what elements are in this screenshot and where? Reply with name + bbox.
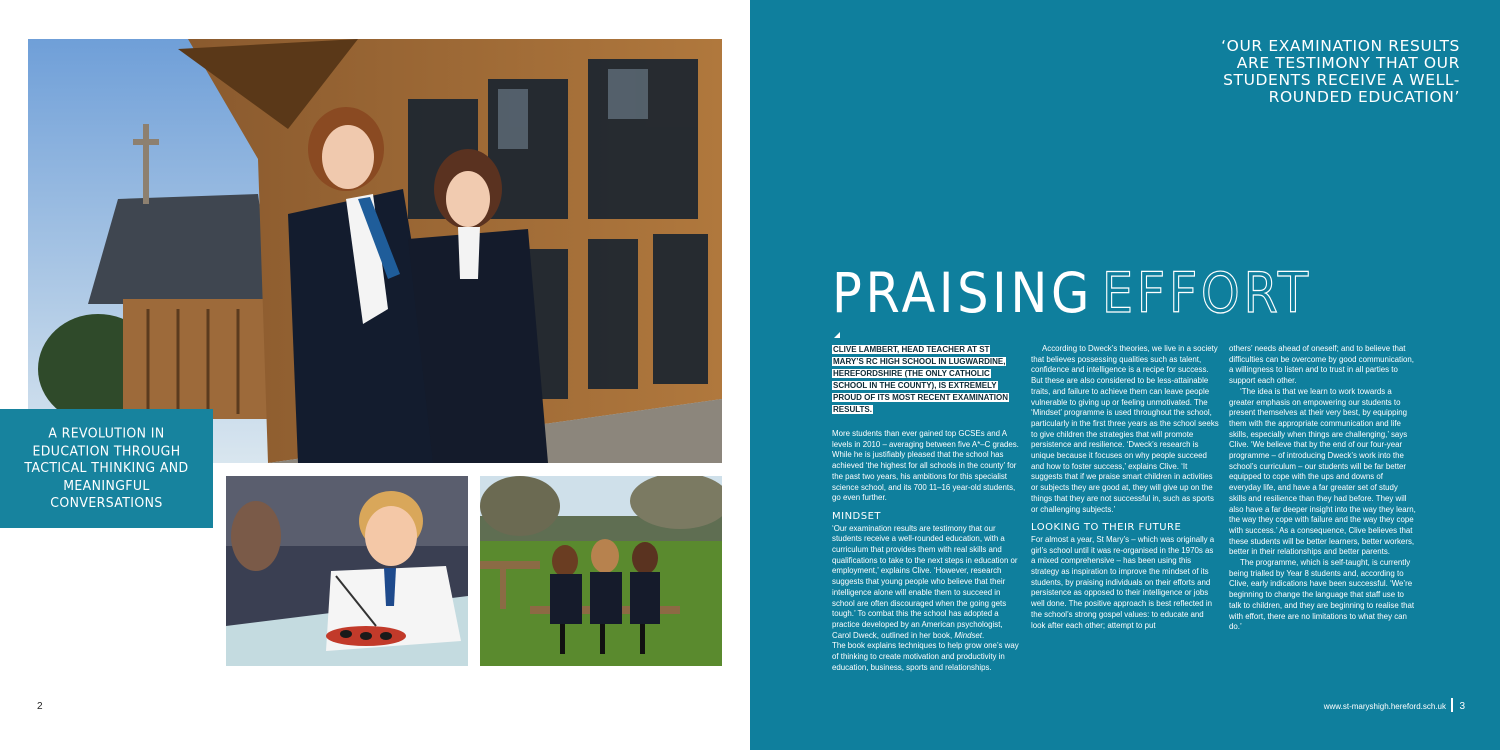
- paragraph: The book explains techniques to help grow one’s way of thinking to create motivation and productivity in education, business, sports and relationships.: [832, 641, 1019, 672]
- corner-mark-icon: [834, 332, 840, 338]
- page-number-right: 3: [1459, 701, 1465, 712]
- photo-boy-painting: [226, 476, 468, 666]
- book-title: Mindset: [954, 630, 983, 640]
- article-headline: [832, 258, 1312, 328]
- paragraph: The programme, which is self-taught, is currently being trialled by Year 8 students and, according to Clive, early indications have been successful. ‘We’re beginning to change the language that staff use to talk to children, and they are beginning to realise that with effort, there are no limitations to what they can do.’: [1229, 558, 1415, 632]
- paragraph: others’ needs ahead of oneself; and to believe that difficulties can be overcome by good communication, a willingness to listen and to trust in all parties to support each other.: [1229, 344, 1414, 386]
- caption-box: [0, 409, 213, 528]
- paragraph: More students than ever gained top GCSEs and A levels in 2010 – averaging between five A*–C grades. While he is justifiably pleased that the school has achieved ‘the highest for all schools in the county’ for the past two years, his ambitions for this specialist science school, and its 700 11–16 year-old students, go even further.: [832, 429, 1019, 503]
- paragraph: ‘The idea is that we learn to work towards a greater emphasis on empowering our students to present themselves at their very best, by equipping them with the appropriate communication and life skills, especially when things are challenging,’ says Clive. ‘We believe that by the end of our four-year programme – of introducing Dweck’s work into the school’s curriculum – our students will be far better equipped to cope with the ups and downs of everyday life, and have a far greater set of study skills and resilience than they had before. They will also have a far deeper insight into the way they learn, the way they cope with failure and the way they cope with success.’ As a consequence, Clive believes that these students will be better learners, better workers, better in their relationships and better parents.: [1229, 386, 1416, 557]
- subhead-future: LOOKING TO THEIR FUTURE: [1031, 522, 1182, 534]
- subhead-mindset: MINDSET: [832, 510, 882, 522]
- photo-students-outside-chapel: [28, 39, 722, 463]
- headline-bold-word: PRAISING: [832, 261, 1093, 325]
- paragraph: [832, 524, 1020, 642]
- intro-lead: CLIVE LAMBERT, HEAD TEACHER AT ST MARY’S RC HIGH SCHOOL IN LUGWARDINE, HEREFORDSHIRE (THE ONLY CATHOLIC SCHOOL IN THE COUNTY), IS EXTREMELY PROUD OF ITS MOST RECENT EXAMINATION RESULTS.: [833, 345, 1008, 414]
- footer-divider: [1451, 698, 1453, 712]
- article-column-3: [1229, 344, 1417, 633]
- photo-girls-on-bench: [480, 476, 722, 666]
- article-column-1: [832, 344, 1020, 673]
- page-number-left: 2: [37, 701, 43, 712]
- paragraph: For almost a year, St Mary’s – which was originally a girl’s school until it was re-organised in the 1970s as a mixed comprehensive – has been using this strategy as inspiration to improve the mindset of its students, by praising individuals on their efforts and persistence as opposed to their intelligence or jobs well done. The positive approach is best reflected in the school’s strong gospel values: to educate and look after each other; attempt to put: [1031, 534, 1215, 630]
- pull-quote: ‘OUR EXAMINATION RESULTS ARE TESTIMONY THAT OUR STUDENTS RECEIVE A WELL-ROUNDED EDUCATION’: [1221, 37, 1460, 106]
- headline-outline-word: EFFORT: [1101, 261, 1312, 325]
- paragraph-text: .: [982, 630, 985, 640]
- right-page: [750, 0, 1500, 750]
- footer-url: www.st-maryshigh.hereford.sch.uk: [1323, 702, 1446, 711]
- paragraph: According to Dweck’s theories, we live in a society that believes possessing qualities such as talent, confidence and intelligence is a recipe for success. But these are also considered to be less-attainable traits, and failure to achieve them can leave people vulnerable to giving up or feeling unmotivated. The ‘Mindset’ programme is used throughout the school, particularly in the first three years as the school seeks to give children the strategies that will promote persistence and resilience. ‘Dweck’s research is unique because it focuses on why people succeed and how to foster success,’ explains Clive. ‘It suggests that if we praise smart children in activities or subjects they are good at, they will give up on the things that they are not successful in, such as sports or challenging subjects.’: [1031, 344, 1219, 514]
- paragraph-text: ‘Our examination results are testimony that our students receive a well-rounded education, with a curriculum that provides them with real skills and qualifications to take to the next steps in education or employment,’ explains Clive. ‘However, research suggests that young people who believe that their intelligence alone will enable them to succeed in school are often discouraged when the going gets tough.’ To combat this the school has adopted a practice developed by an American psychologist, Carol Dweck, outlined in her book,: [832, 523, 1018, 640]
- caption-text: A REVOLUTION IN EDUCATION THROUGH TACTICAL THINKING AND MEANINGFUL CONVERSATIONS: [24, 425, 189, 511]
- article-column-2: [1031, 344, 1219, 631]
